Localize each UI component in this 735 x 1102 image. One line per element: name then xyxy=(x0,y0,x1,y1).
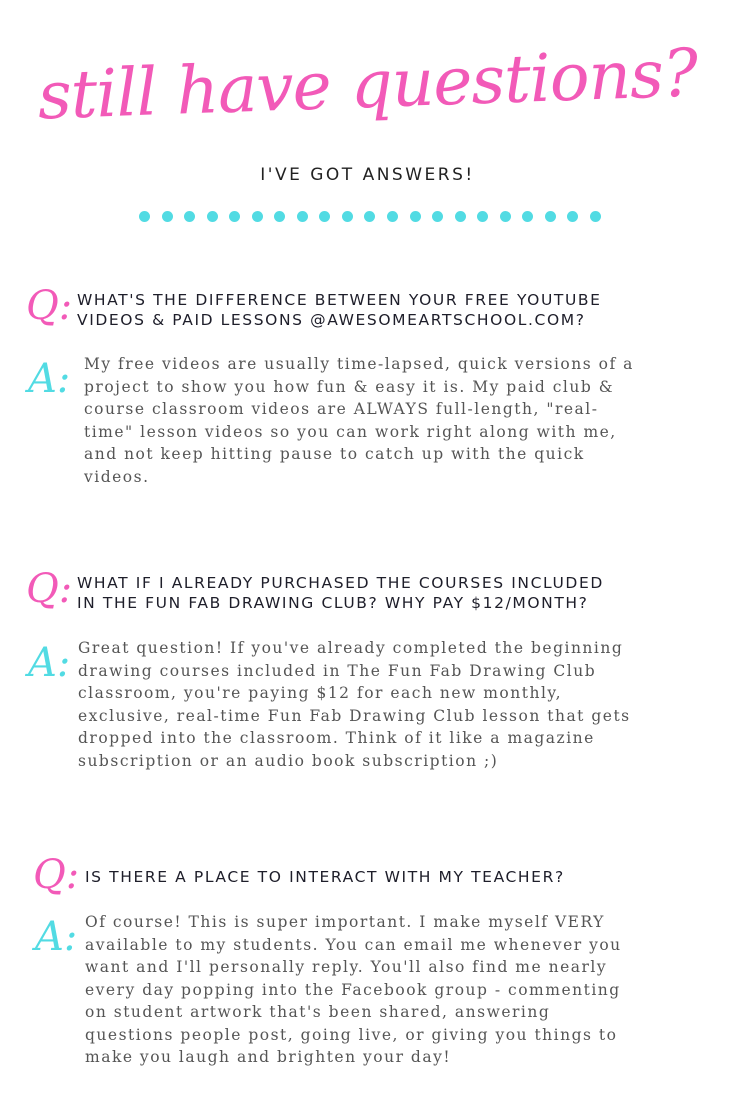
question-line: WHAT IF I ALREADY PURCHASED THE COURSES INCLUDED xyxy=(77,574,604,592)
divider-dot xyxy=(387,211,398,222)
question-line: WHAT'S THE DIFFERENCE BETWEEN YOUR FREE YOUTUBE xyxy=(77,291,602,309)
divider-dot xyxy=(229,211,240,222)
divider-dot xyxy=(297,211,308,222)
answer-mark-a2: A: xyxy=(28,640,71,686)
answer-line: Of course! This is super important. I make myself VERY xyxy=(85,913,605,931)
divider-dot xyxy=(477,211,488,222)
answer-line: subscription or an audio book subscription ;) xyxy=(78,751,499,770)
page-subtitle: I'VE GOT ANSWERS! xyxy=(260,165,475,185)
answer-line: My free videos are usually time-lapsed, quick versions of a xyxy=(84,355,634,373)
faq-answer-2 xyxy=(78,637,631,772)
answer-line: want and I'll personally reply. You'll also find me nearly xyxy=(85,958,608,976)
divider-dot xyxy=(184,211,195,222)
divider-dot xyxy=(207,211,218,222)
faq-question-2 xyxy=(77,573,604,613)
divider-dot xyxy=(364,211,375,222)
page-title: still have questions? xyxy=(36,34,699,135)
answer-line: and not keep hitting pause to catch up with the quick xyxy=(84,445,585,463)
divider-dot xyxy=(162,211,173,222)
answer-mark-a1: A: xyxy=(28,356,71,402)
answer-line: project to show you how fun & easy it is. My paid club & xyxy=(84,377,615,396)
answer-line: classroom, you're paying $12 for each new monthly, xyxy=(78,684,563,702)
answer-line: available to my students. You can email me whenever you xyxy=(85,935,622,954)
divider-dot xyxy=(500,211,511,222)
divider-dot xyxy=(319,211,330,222)
answer-line: dropped into the classroom. Think of it like a magazine xyxy=(78,729,595,747)
answer-line: Great question! If you've already completed the beginning xyxy=(78,639,624,657)
answer-line: drawing courses included in The Fun Fab Drawing Club xyxy=(78,661,597,680)
answer-line: on student artwork that's been shared, answering xyxy=(85,1003,551,1021)
divider-dot xyxy=(455,211,466,222)
answer-line: course classroom videos are ALWAYS full-length, "real- xyxy=(84,400,599,418)
answer-line: every day popping into the Facebook group - commenting xyxy=(85,980,621,999)
divider-dot xyxy=(432,211,443,222)
question-line: VIDEOS & PAID LESSONS @AWESOMEARTSCHOOL.COM? xyxy=(77,311,586,329)
question-line: IN THE FUN FAB DRAWING CLUB? WHY PAY $12/MONTH? xyxy=(77,594,589,612)
answer-line: exclusive, real-time Fun Fab Drawing Club lesson that gets xyxy=(78,706,631,725)
answer-line: questions people post, going live, or giving you things to xyxy=(85,1025,618,1044)
dot-divider xyxy=(139,211,601,223)
faq-question-3 xyxy=(85,867,565,887)
divider-dot xyxy=(139,211,150,222)
divider-dot xyxy=(274,211,285,222)
answer-line: make you laugh and brighten your day! xyxy=(85,1048,452,1066)
divider-dot xyxy=(252,211,263,222)
question-mark-q1: Q: xyxy=(26,283,73,329)
answer-line: time" lesson videos so you can work right along with me, xyxy=(84,422,617,441)
divider-dot xyxy=(342,211,353,222)
question-line: IS THERE A PLACE TO INTERACT WITH MY TEACHER? xyxy=(85,868,565,886)
divider-dot xyxy=(567,211,578,222)
question-mark-q2: Q: xyxy=(26,566,73,612)
divider-dot xyxy=(590,211,601,222)
divider-dot xyxy=(522,211,533,222)
divider-dot xyxy=(545,211,556,222)
faq-answer-3 xyxy=(85,911,622,1069)
answer-mark-a3: A: xyxy=(35,914,78,960)
answer-line: videos. xyxy=(84,467,150,486)
faq-question-1 xyxy=(77,290,602,330)
divider-dot xyxy=(410,211,421,222)
question-mark-q3: Q: xyxy=(33,852,80,898)
faq-answer-1 xyxy=(84,353,634,488)
